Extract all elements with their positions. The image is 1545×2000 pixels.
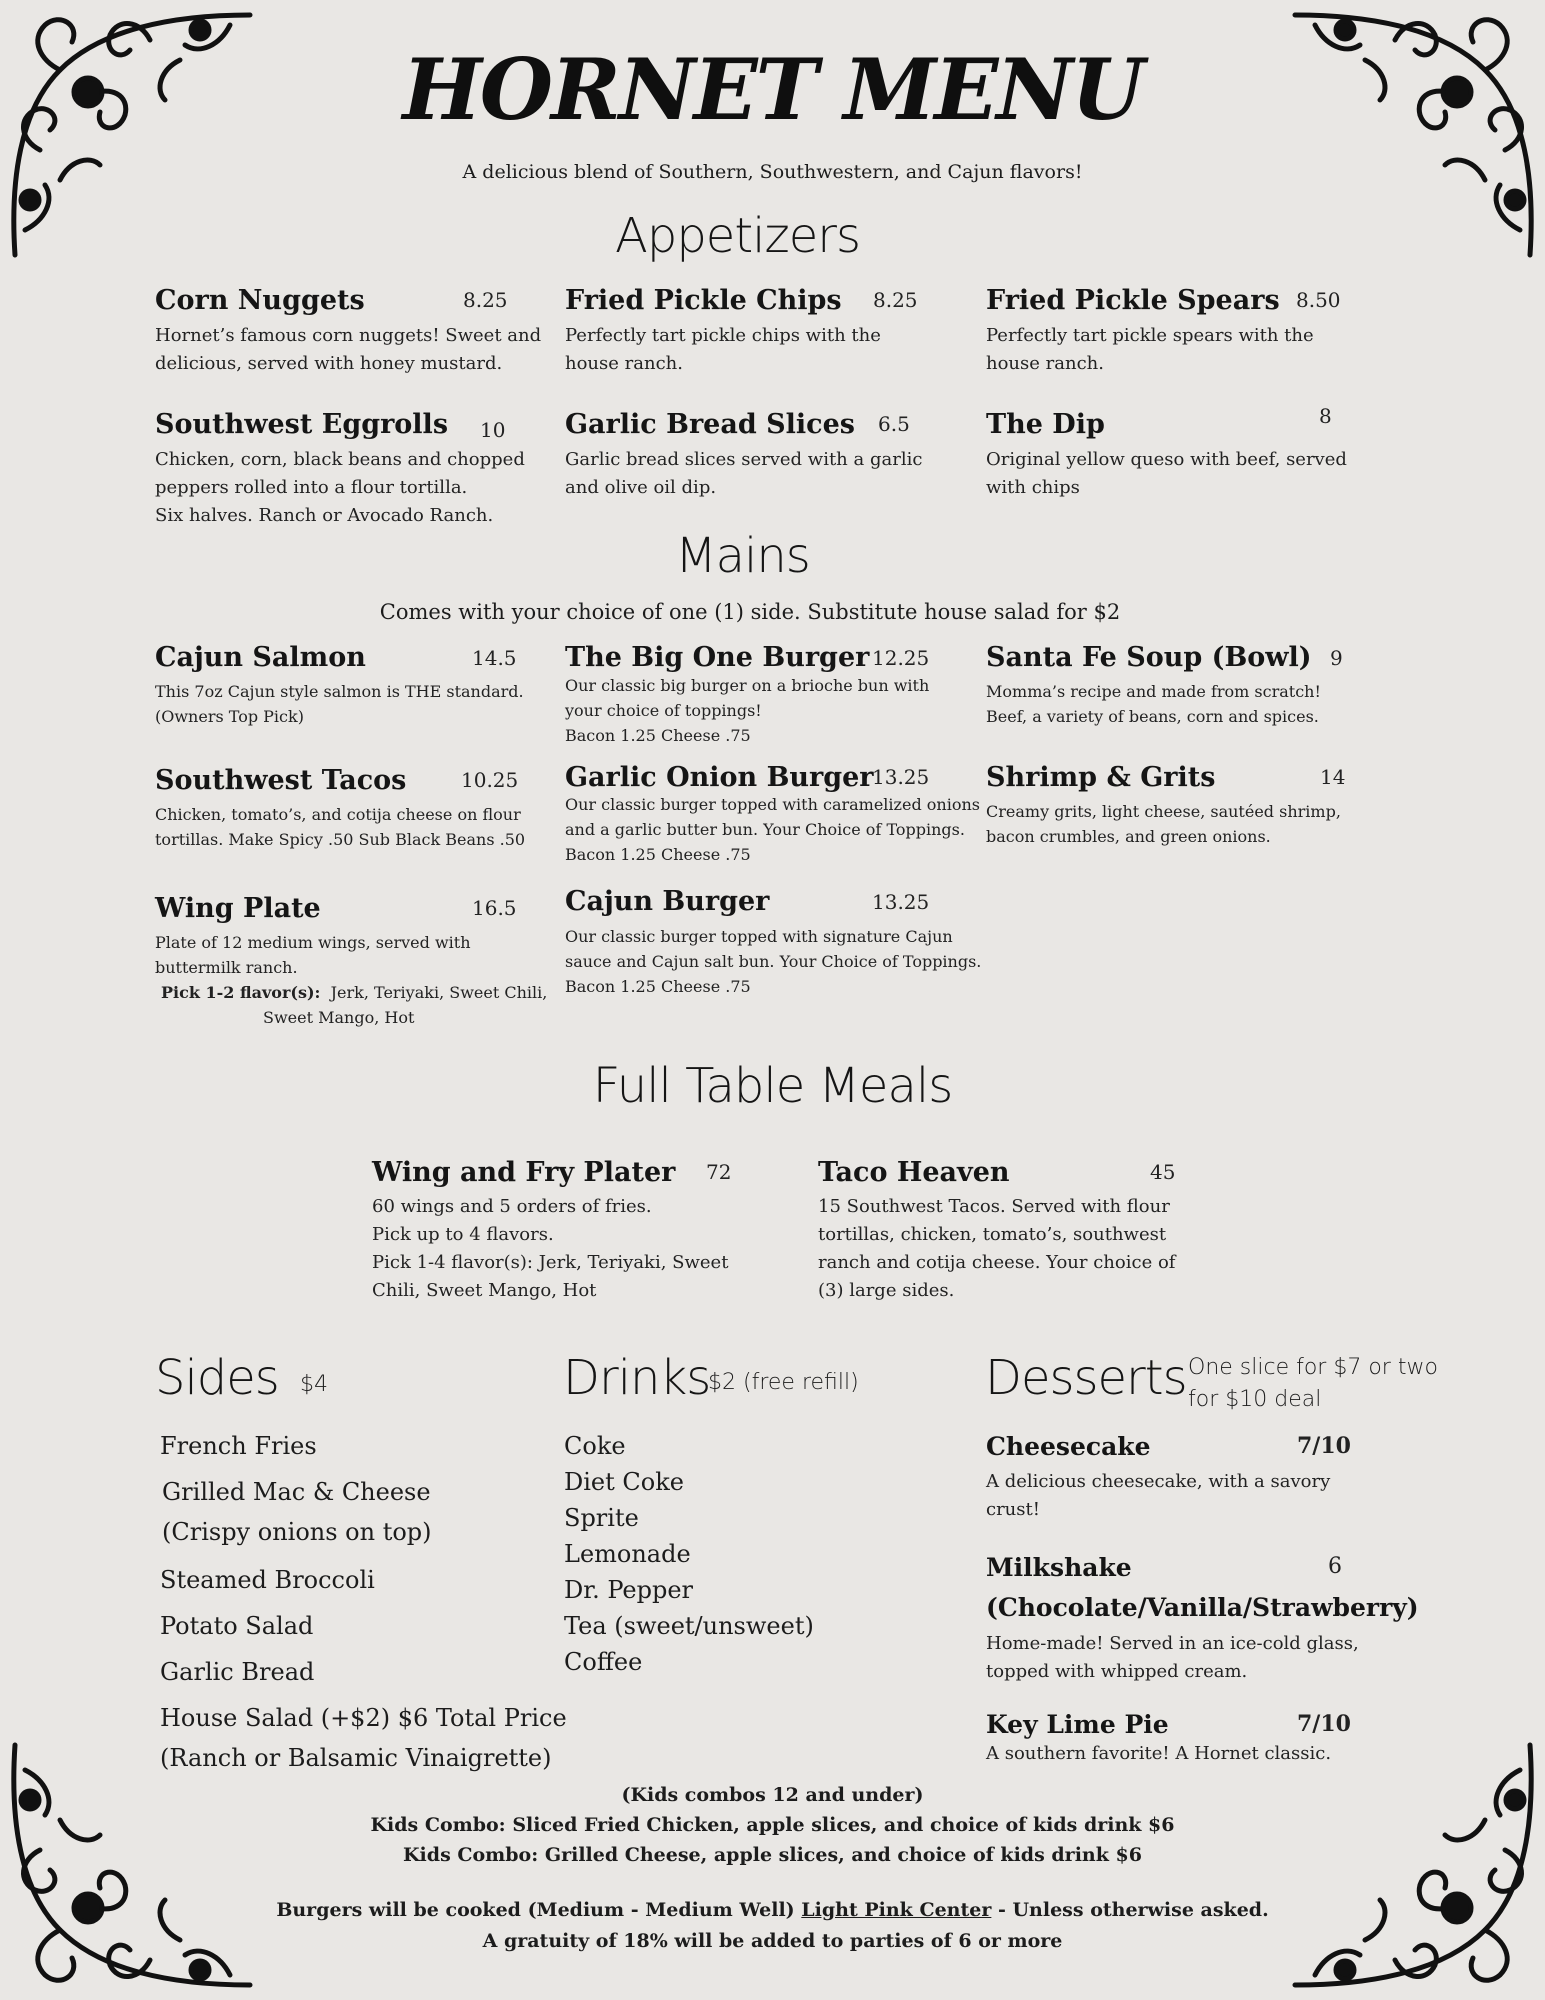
item-price: 8 [1319,404,1332,428]
list-item: Tea (sweet/unsweet) [564,1612,814,1640]
item-desc: Hornet’s famous corn nuggets! Sweet and delicious, served with honey mustard. [155,325,542,374]
item-desc: Momma’s recipe and made from scratch! Beef, a variety of beans, corn and spices. [986,682,1321,726]
burger-note-highlight: Light Pink Center [801,1899,992,1921]
kids-combo-1: Kids Combo: Sliced Fried Chicken, apple slices, and choice of kids drink $6 [370,1814,1175,1836]
item-name: Wing Plate [155,893,321,924]
item-price: 13.25 [872,890,930,914]
item-desc: Chicken, corn, black beans and chopped peppers rolled into a flour tortilla. Six halves. Ranch or Avocado Ranch. [155,449,525,526]
item-desc: Our classic big burger on a brioche bun with your choice of toppings! Bacon 1.25 Cheese .75 [565,676,930,745]
kids-header: (Kids combos 12 and under) [621,1784,924,1806]
item-name: Taco Heaven [818,1157,1010,1188]
drinks-list [564,1432,814,1684]
kids-combo-2: Kids Combo: Grilled Cheese, apple slices, and choice of kids drink $6 [403,1844,1142,1866]
item-name: Fried Pickle Chips [565,285,842,316]
item-desc: A southern favorite! A Hornet classic. [986,1743,1332,1764]
item-price: 10 [480,418,506,442]
list-item: Garlic Bread [160,1658,315,1686]
list-item: Coke [564,1432,626,1460]
item-name: Corn Nuggets [155,285,365,316]
drinks-price: $2 (free refill) [708,1370,859,1395]
appetizers-heading: Appetizers [615,208,860,264]
item-name: Southwest Tacos [155,765,407,796]
item-desc: 60 wings and 5 orders of fries. Pick up to 4 flavors. Pick 1-4 flavor(s): Jerk, Teriyaki, Sweet Chili, Sweet Mango, Hot [372,1196,729,1301]
item-price: 7/10 [1297,1433,1351,1459]
item-name: Garlic Onion Burger [565,762,874,793]
item-name: Cajun Salmon [155,642,366,673]
item-price: 6.5 [878,412,910,436]
item-name: Garlic Bread Slices [565,409,855,440]
item-price: 72 [706,1160,732,1184]
item-price: 7/10 [1297,1711,1351,1737]
sides-heading: Sides [155,1350,279,1406]
item-desc: Home-made! Served in an ice-cold glass, topped with whipped cream. [986,1633,1359,1682]
item-name: Santa Fe Soup (Bowl) [986,642,1312,673]
flavor-label: Pick 1-2 flavor(s): [161,983,321,1002]
list-item: (Crispy onions on top) [162,1518,432,1546]
list-item: Lemonade [564,1540,691,1568]
list-item: Potato Salad [160,1612,314,1640]
item-price: 12.25 [872,646,930,670]
item-desc: Chicken, tomato’s, and cotija cheese on flour tortillas. Make Spicy .50 Sub Black Beans .50 [155,805,526,849]
item-price: 8.25 [463,288,508,312]
item-name: (Chocolate/Vanilla/Strawberry) [986,1593,1419,1622]
item-desc: A delicious cheesecake, with a savory crust! [986,1471,1331,1520]
flavor-list: Jerk, Teriyaki, Sweet Chili, [330,983,548,1002]
item-name: Milkshake [986,1553,1132,1582]
mains-subheading: Comes with your choice of one (1) side. Substitute house salad for $2 [379,600,1121,624]
list-item: Diet Coke [564,1468,684,1496]
burger-note: Burgers will be cooked (Medium - Medium Well) Light Pink Center - Unless otherwise asked. [276,1899,1269,1921]
item-price: 8.25 [873,288,918,312]
item-desc: Perfectly tart pickle spears with the house ranch. [986,325,1314,374]
item-desc: 15 Southwest Tacos. Served with flour tortillas, chicken, tomato’s, southwest ranch and cotija cheese. Your choice of (3) large sides. [818,1196,1176,1301]
item-price: 8.50 [1296,288,1341,312]
list-item: Steamed Broccoli [160,1566,375,1594]
corner-ornament-icon [1285,1740,1545,2000]
drinks-heading: Drinks [563,1350,711,1406]
item-price: 16.5 [472,896,517,920]
mains-heading: Mains [675,528,810,584]
item-name: The Big One Burger [565,642,870,673]
item-desc: Plate of 12 medium wings, served with buttermilk ranch. Pick 1-2 flavor(s): Jerk, Teriyaki, Sweet Chili, Sweet Mango, Hot [155,930,547,1030]
list-item: (Ranch or Balsamic Vinaigrette) [160,1744,552,1772]
item-price: 6 [1328,1554,1342,1579]
flavor-list: Sweet Mango, Hot [263,1008,415,1027]
full-table-heading: Full Table Meals [592,1058,953,1114]
sides-price: $4 [300,1372,328,1397]
item-desc: Our classic burger topped with signature Cajun sauce and Cajun salt bun. Your Choice of Toppings. Bacon 1.25 Cheese .75 [565,927,982,996]
item-price: 45 [1150,1160,1176,1184]
item-name: Cajun Burger [565,886,770,917]
item-price: 13.25 [872,765,930,789]
item-name: The Dip [986,409,1105,440]
menu-title: HORNET MENU [402,40,1143,139]
list-item: Coffee [564,1648,643,1676]
item-name: Wing and Fry Plater [372,1157,676,1188]
item-desc: Creamy grits, light cheese, sautéed shrimp, bacon crumbles, and green onions. [986,802,1341,846]
item-name: Fried Pickle Spears [986,285,1280,316]
item-name: Cheesecake [986,1432,1151,1461]
item-price: 14.5 [472,646,517,670]
item-name: Southwest Eggrolls [155,409,449,440]
gratuity-note: A gratuity of 18% will be added to parties of 6 or more [482,1930,1063,1952]
menu-tagline: A delicious blend of Southern, Southwestern, and Cajun flavors! [462,161,1083,183]
list-item: Grilled Mac & Cheese [162,1478,431,1506]
list-item: Sprite [564,1504,639,1532]
item-price: 10.25 [461,768,519,792]
item-name: Shrimp & Grits [986,762,1216,793]
list-item: French Fries [160,1432,317,1460]
item-desc: Our classic burger topped with caramelized onions and a garlic butter bun. Your Choice of Toppings. Bacon 1.25 Cheese .75 [565,795,980,864]
item-desc: Garlic bread slices served with a garlic and olive oil dip. [565,449,923,498]
item-desc: Original yellow queso with beef, served with chips [986,449,1347,498]
item-desc: Perfectly tart pickle chips with the house ranch. [565,325,881,374]
desserts-deal: One slice for $7 or two for $10 deal [1188,1355,1438,1412]
item-price: 9 [1330,646,1343,670]
list-item: Dr. Pepper [564,1576,694,1604]
item-price: 14 [1320,765,1346,789]
desserts-heading: Desserts [985,1350,1187,1406]
item-desc: This 7oz Cajun style salmon is THE standard. (Owners Top Pick) [155,682,524,726]
item-name: Key Lime Pie [986,1710,1169,1739]
list-item: House Salad (+$2) $6 Total Price [160,1704,567,1732]
sides-list [160,1432,567,1784]
